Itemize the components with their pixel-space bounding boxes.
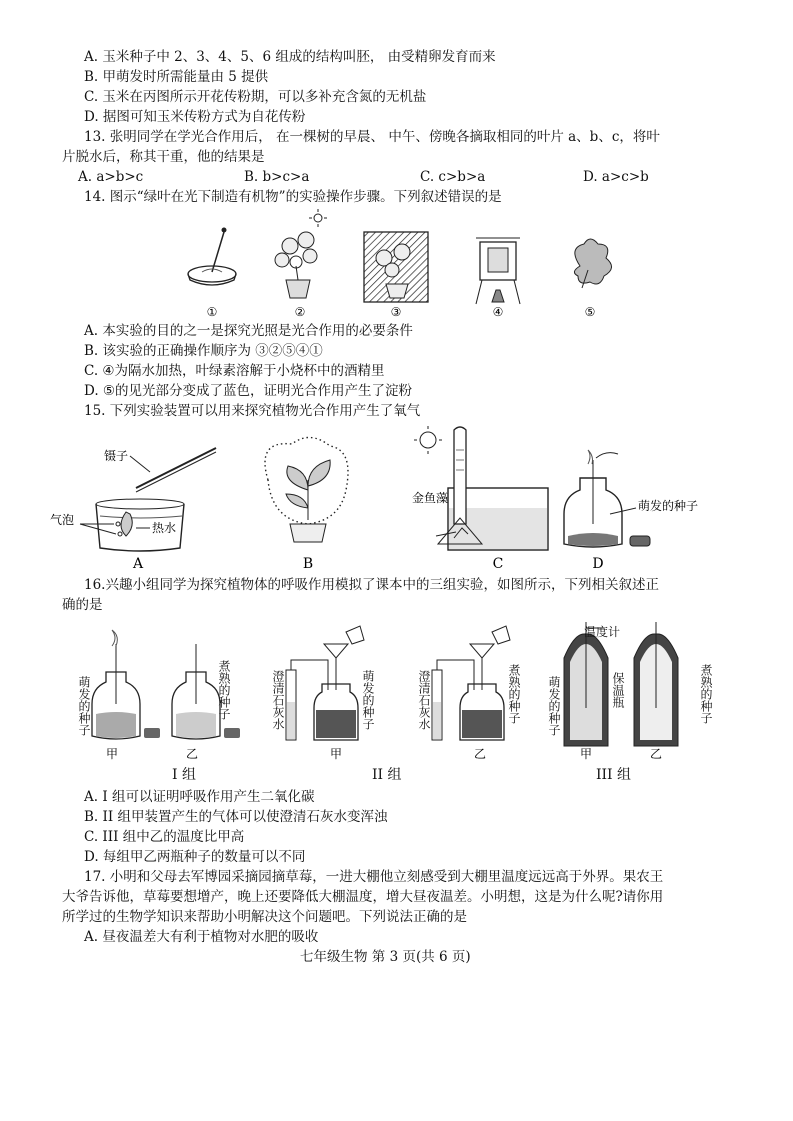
q13-stem-line2: 片脱水后，称其干重，他的结果是 [62,149,265,165]
q17-option-a: A. 昼夜温差大有利于植物对水肥的吸收 [84,929,319,945]
q15-figure [40,420,699,572]
water-bath-icon [476,238,520,304]
group1-caption: I 组 [172,767,196,783]
q14-label-5: ⑤ [584,305,596,319]
q17-stem-line2: 大爷告诉他，草莓要想增产，晚上还要降低大棚温度，增大昼夜温差。小明想，这是为什么呢?请你用 [62,889,664,905]
q14-stem: 14. 图示“绿叶在光下制造有机物”的实验操作步骤。下列叙述错误的是 [84,189,502,205]
q13-option-a: A. a>b>c [78,169,144,185]
g2-limewater-label-jia: 澄清石灰水 [271,670,285,730]
q15-letter-d: D [592,556,604,572]
g1-jia-label: 甲 [105,747,119,761]
g2-cooked-label: 煮熟的种子 [507,664,521,724]
page-footer: 七年级生物 第 3 页(共 6 页) [300,949,471,965]
q14-figure [180,208,620,320]
g2-yi-label: 乙 [473,747,487,761]
q15-seeds-label: 萌发的种子 [638,499,699,513]
q16-stem-line1: 16.兴趣小组同学为探究植物体的呼吸作用模拟了课本中的三组实验，如图所示，下列相关叙述正 [84,577,659,593]
q15-stem: 15. 下列实验装置可以用来探究植物光合作用产生了氧气 [84,403,421,419]
oxygen-test-tube-icon [414,426,548,550]
q12-option-b: B. 甲萌发时所需能量由 5 提供 [84,69,269,85]
q14-option-d: D. ⑤的见光部分变成了蓝色，证明光合作用产生了淀粉 [84,383,413,399]
q16-option-c: C. III 组中乙的温度比甲高 [84,829,245,845]
q16-stem-line2: 确的是 [62,597,103,613]
q16-option-a: A. I 组可以证明呼吸作用产生二氧化碳 [84,789,315,805]
q14-option-b: B. 该实验的正确操作顺序为 ③②⑤④① [84,343,323,359]
g1-germ-label: 萌发的种子 [77,676,91,736]
q12-option-c: C. 玉米在丙图所示开花传粉期，可以多补充含氮的无机盐 [84,89,427,105]
g3-thermometer-label: 温度计 [584,625,621,639]
q15-letter-a: A [132,556,144,572]
g1-yi-label: 乙 [185,747,199,761]
q12-option-a: A. 玉米种子中 2、3、4、5、6 组成的结构叫胚， 由受精卵发育而来 [84,49,496,65]
q13-option-c: C. c>b>a [420,169,486,185]
dark-box-plant-icon [364,232,428,302]
q13-option-b: B. b>c>a [244,169,310,185]
petri-dish-icon [188,228,236,286]
g2-limewater-label-yi: 澄清石灰水 [417,670,431,730]
q14-label-3: ③ [390,305,402,319]
leaf-icon [574,239,611,288]
g1-cooked-label: 煮熟的种子 [217,660,231,720]
q14-label-2: ② [294,305,306,319]
q14-option-a: A. 本实验的目的之一是探究光照是光合作用的必要条件 [84,323,413,339]
q16-option-d: D. 每组甲乙两瓶种子的数量可以不同 [84,849,306,865]
potted-plant-sun-icon [275,209,327,298]
g2-germ-label: 萌发的种子 [361,670,375,730]
g3-flask-label: 保温瓶 [611,672,625,708]
q14-label-4: ④ [492,305,504,319]
beaker-tweezers-icon [80,448,216,551]
g3-germ-label: 萌发的种子 [547,676,561,736]
q15-algae-label: 金鱼藻 [412,491,449,505]
q17-stem-line1: 17. 小明和父母去军博园采摘园摘草莓，一进大棚他立刻感受到大棚里温度远远高于外界。果农王 [84,869,664,885]
q12-option-d: D. 据图可知玉米传粉方式为自花传粉 [84,109,306,125]
bagged-plant-icon [265,437,348,542]
q14-option-c: C. ④为隔水加热，叶绿素溶解于小烧杯中的酒精里 [84,363,385,379]
group3-caption: III 组 [596,767,632,783]
q15-tweezers-label: 镊子 [104,449,129,463]
q15-letter-c: C [492,556,504,572]
q17-stem-line3: 所学过的生物学知识来帮助小明解决这个问题吧。下列说法正确的是 [62,909,467,925]
q16-figure [60,618,750,786]
q13-option-d: D. a>c>b [583,169,649,185]
q15-letter-b: B [302,556,314,572]
g3-jia-label: 甲 [579,747,593,761]
q14-label-1: ① [206,305,218,319]
g3-cooked-label: 煮熟的种子 [699,664,713,724]
g3-yi-label: 乙 [649,747,663,761]
group2-limewater-icon [286,626,510,740]
q15-hotwater-label: 热水 [152,521,177,535]
group2-caption: II 组 [372,767,402,783]
q16-option-b: B. II 组甲装置产生的气体可以使澄清石灰水变浑浊 [84,809,388,825]
q13-stem-line1: 13. 张明同学在学光合作用后， 在一棵树的早晨、 中午、傍晚各摘取相同的叶片 a、b、c，将叶 [84,129,660,145]
g2-jia-label: 甲 [329,747,343,761]
q15-bubbles-label: 气泡 [50,513,75,527]
